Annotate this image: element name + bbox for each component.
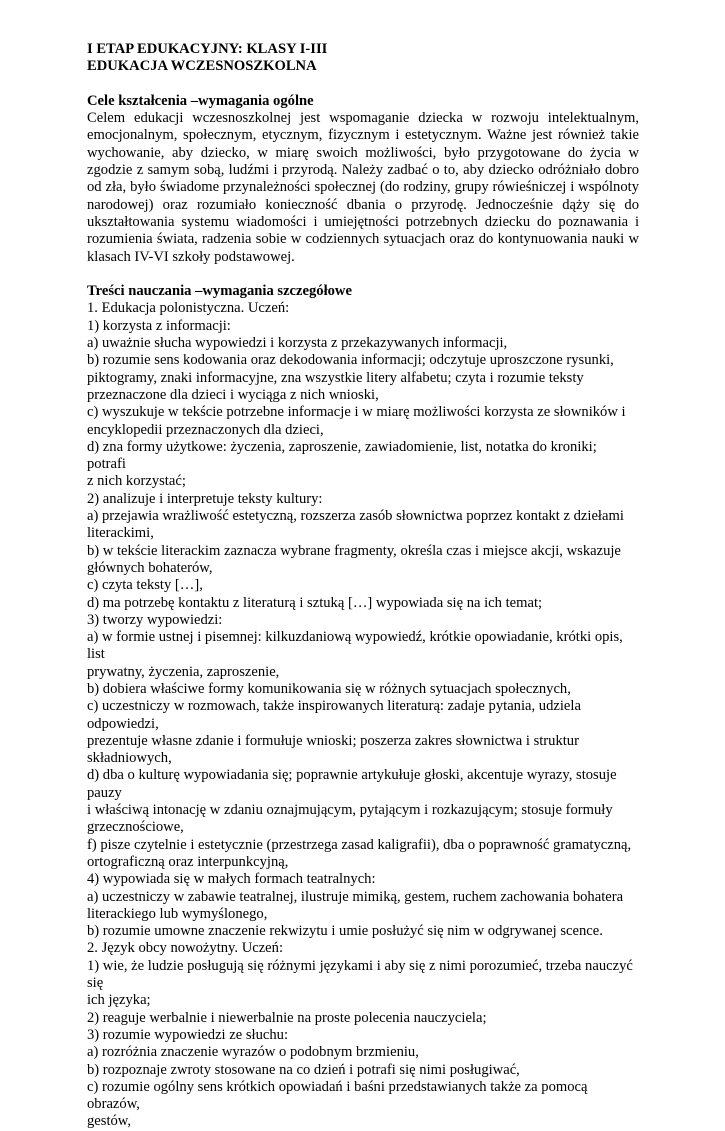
content-line: 1) wie, że ludzie posługują się różnymi językami i aby się z nimi porozumieć, trzeba nauczyć się [87,957,633,992]
document-page [87,41,639,1131]
goals-paragraph: Celem edukacji wczesnoszkolnej jest wspomaganie dziecka w rozwoju intelektualnym, emocjonalnym, społecznym, etycznym, fizycznym i estetycznym. Ważne jest również takie wychowanie, aby dziecko, w miarę swoich możliwości, było przygotowane do życia w zgodzie z samym sobą, ludźmi i przyrodą. Należy zadbać o to, aby dziecko odróżniało dobro od zła, było świadome przynależności społecznej (do rodziny, grupy rówieśniczej i wspólnoty narodowej) oraz rozumiało konieczność dbania o przyrodę. Jednocześnie dąży się do ukształtowania systemu wiadomości i umiejętności potrzebnych dziecku do poznawania i rozumienia świata, radzenia sobie w codziennych sytuacjach oraz do kontynuowania nauki w klasach IV-VI szkoły podstawowej. [87,110,639,265]
content-line: d) dba o kulturę wypowiadania się; poprawnie artykułuje głoski, akcentuje wyrazy, stosuje pauzy [87,767,617,801]
content-line: prywatny, życzenia, zaproszenie, [87,663,280,680]
content-line: b) rozumie sens kodowania oraz dekodowania informacji; odczytuje uproszczone rysunki, [87,352,614,369]
content-line: 2) analizuje i interpretuje teksty kultury: [87,490,323,507]
content-line: ortograficzną oraz interpunkcyjną, [87,853,289,870]
document-title-line-2: EDUKACJA WCZESNOSZKOLNA [87,58,317,75]
content-line: i właściwą intonację w zdaniu oznajmującym, pytającym i rozkazującym; stosuje formuły [87,802,613,819]
content-line: a) w formie ustnej i pisemnej: kilkuzdaniową wypowiedź, krótkie opowiadanie, krótki opis, list [87,629,623,663]
content-line: składniowych, [87,750,172,767]
content-line: b) w tekście literackim zaznacza wybrane fragmenty, określa czas i miejsce akcji, wskazuje [87,542,621,559]
content-line: prezentuje własne zdanie i formułuje wnioski; poszerza zakres słownictwa i struktur [87,732,579,749]
content-line: b) rozpoznaje zwroty stosowane na co dzień i potrafi się nimi posługiwać, [87,1061,520,1078]
spacer [87,266,639,283]
content-line: 3) tworzy wypowiedzi: [87,611,223,628]
content-line: c) rozumie ogólny sens krótkich opowiadań i baśni przedstawianych także za pomocą obrazów, [87,1078,588,1113]
document-title-line-1: I ETAP EDUKACYJNY: KLASY I-III [87,41,328,57]
content-line: przeznaczone dla dzieci i wyciąga z nich wnioski, [87,386,379,403]
content-line: c) wyszukuje w tekście potrzebne informacje i w miarę możliwości korzysta ze słowników i [87,404,626,421]
content-line: literackiego lub wymyślonego, [87,905,268,922]
content-line: f) pisze czytelnie i estetycznie (przestrzega zasad kaligrafii), dba o poprawność gramatyczną, [87,836,632,853]
content-line: a) uczestniczy w zabawie teatralnej, ilustruje mimiką, gestem, ruchem zachowania bohatera [87,888,624,905]
section-title-goals: Cele kształcenia –wymagania ogólne [87,92,314,109]
content-line: głównych bohaterów, [87,559,213,576]
content-line: ich języka; [87,992,151,1009]
content-line: 2. Język obcy nowożytny. Uczeń: [87,940,284,957]
content-line: c) uczestniczy w rozmowach, także inspirowanych literaturą: zadaje pytania, udziela odpowiedzi, [87,698,581,732]
content-line: gestów, [87,1113,132,1130]
spacer [87,76,639,93]
content-line: c) czyta teksty […], [87,577,203,594]
content-line: piktogramy, znaki informacyjne, zna wszystkie litery alfabetu; czyta i rozumie teksty [87,369,584,386]
content-line: encyklopedii przeznaczonych dla dzieci, [87,421,324,438]
content-line: z nich korzystać; [87,473,186,490]
content-list [87,300,639,1130]
content-line: d) zna formy użytkowe: życzenia, zaproszenie, zawiadomienie, list, notatka do kroniki; potrafi [87,438,597,473]
content-line: 1) korzysta z informacji: [87,317,231,334]
content-line: 3) rozumie wypowiedzi ze słuchu: [87,1026,289,1043]
content-line: 4) wypowiada się w małych formach teatralnych: [87,871,376,888]
content-line: a) uważnie słucha wypowiedzi i korzysta z przekazywanych informacji, [87,335,508,352]
content-line: b) dobiera właściwe formy komunikowania się w różnych sytuacjach społecznych, [87,680,571,697]
section-title-content: Treści nauczania –wymagania szczegółowe [87,283,352,300]
content-line: b) rozumie umowne znaczenie rekwizytu i umie posłużyć się nim w odgrywanej scence. [87,923,603,940]
content-line: literackimi, [87,525,154,542]
content-line: grzecznościowe, [87,819,184,836]
content-line: d) ma potrzebę kontaktu z literaturą i sztuką […] wypowiada się na ich temat; [87,594,543,611]
content-line: a) rozróżnia znaczenie wyrazów o podobnym brzmieniu, [87,1044,419,1061]
content-line: 2) reaguje werbalnie i niewerbalnie na proste polecenia nauczyciela; [87,1009,487,1026]
content-line: 1. Edukacja polonistyczna. Uczeń: [87,300,290,317]
content-line: a) przejawia wrażliwość estetyczną, rozszerza zasób słownictwa poprzez kontakt z dziełami [87,508,624,525]
